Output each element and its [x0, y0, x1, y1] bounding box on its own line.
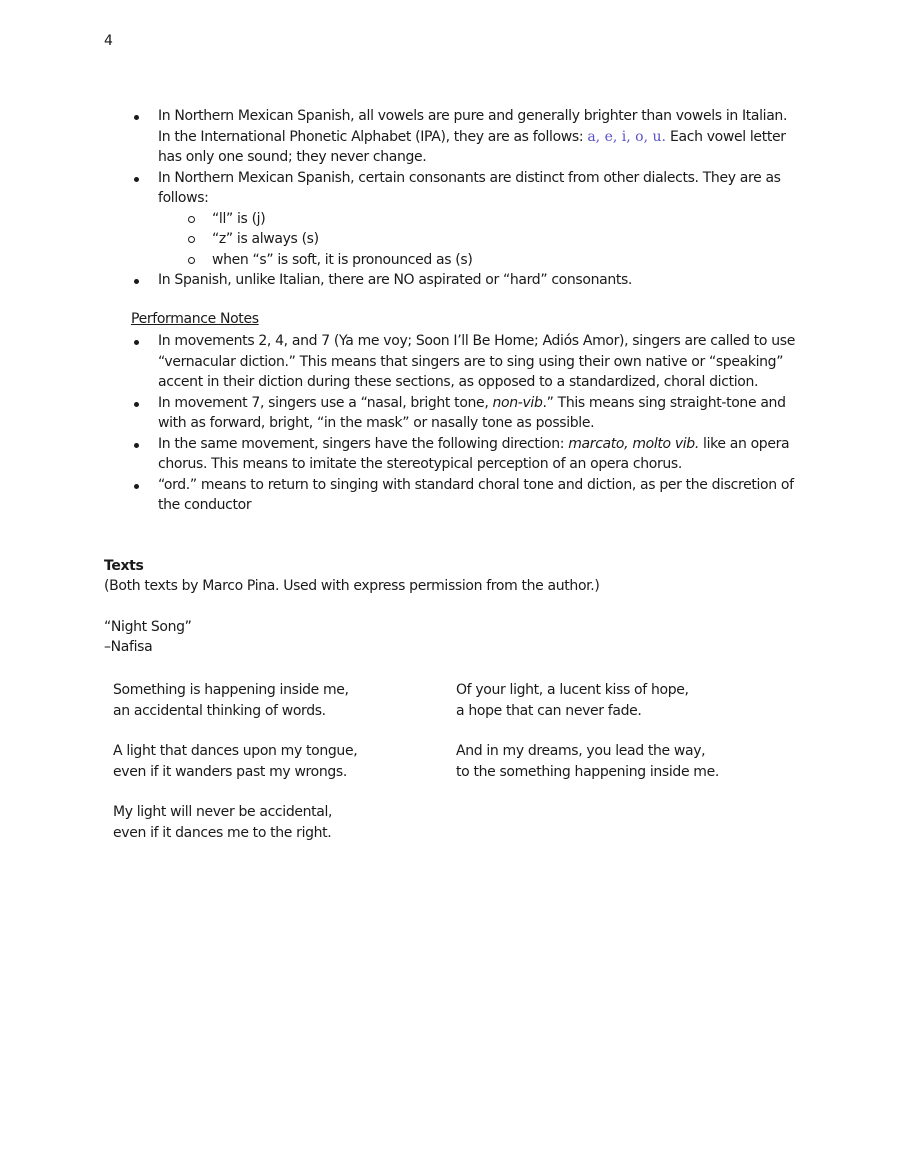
list-item — [158, 434, 798, 475]
list-item: In Spanish, unlike Italian, there are NO aspirated or “hard” consonants. — [158, 270, 798, 291]
performance-notes-heading: Performance Notes — [131, 311, 259, 327]
poem-line: even if it dances me to the right. — [113, 825, 332, 841]
list-item: “ord.” means to return to singing with standard choral tone and diction, as per the discretion of the conductor — [158, 475, 798, 516]
list-item — [158, 168, 798, 271]
poem-stanza — [113, 741, 357, 783]
poem-line: an accidental thinking of words. — [113, 703, 326, 719]
poem-line: even if it wanders past my wrongs. — [113, 764, 347, 780]
ipa-vowels: a, e, i, o, u. — [587, 128, 666, 145]
poem-line: And in my dreams, you lead the way, — [456, 743, 706, 759]
page-number: 4 — [104, 33, 113, 49]
sub-list-item: when “s” is soft, it is pronounced as (s) — [212, 250, 798, 271]
bullet-text: In Northern Mexican Spanish, certain consonants are distinct from other dialects. They are as follows: — [158, 169, 781, 206]
bullet-text: .” This means sing straight-tone and with as forward, bright, “in the mask” or nasally tone as possible. — [158, 394, 786, 431]
texts-heading: Texts — [104, 558, 144, 574]
performance-list — [158, 331, 798, 516]
poem-line: a hope that can never fade. — [456, 703, 642, 719]
bullet-text: In Northern Mexican Spanish, all vowels are pure and generally brighter than vowels in Italian. In the International Phonetic Alphabet (IPA), they are as follows: — [158, 108, 788, 145]
bullet-emphasis: non-vib — [492, 394, 543, 411]
sub-list-item: “z” is always (s) — [212, 229, 798, 250]
bullet-emphasis: marcato, molto vib. — [568, 435, 699, 452]
consonant-sublist — [158, 209, 798, 271]
poem-stanza — [113, 680, 349, 722]
list-item — [158, 393, 798, 434]
poem-stanza — [456, 680, 689, 722]
song-attribution: –Nafisa — [104, 639, 153, 655]
list-item: In movements 2, 4, and 7 (Ya me voy; Soon I’ll Be Home; Adiós Amor), singers are called to use “vernacular diction.” This means that singers are to sing using their own native or “speaking” accent in their diction during these sections, as opposed to a standardized, choral diction. — [158, 331, 798, 393]
list-item — [158, 106, 798, 168]
poem-line: Of your light, a lucent kiss of hope, — [456, 682, 689, 698]
poem-line: to the something happening inside me. — [456, 764, 719, 780]
poem-stanza — [113, 802, 332, 844]
poem-line: Something is happening inside me, — [113, 682, 349, 698]
song-title: “Night Song” — [104, 619, 192, 635]
bullet-text: Each vowel letter has only one sound; they never change. — [158, 128, 786, 165]
poem-line: A light that dances upon my tongue, — [113, 743, 358, 759]
diction-list — [158, 106, 798, 291]
bullet-text: like an opera chorus. This means to imitate the stereotypical perception of an opera chorus. — [158, 435, 790, 472]
bullet-text: In the same movement, singers have the following direction: — [158, 435, 569, 452]
poem-line: My light will never be accidental, — [113, 804, 333, 820]
texts-credit: (Both texts by Marco Pina. Used with express permission from the author.) — [104, 578, 600, 594]
sub-list-item: “ll” is (j) — [212, 209, 798, 230]
bullet-text: In movement 7, singers use a “nasal, bright tone, — [158, 394, 493, 411]
poem-stanza — [456, 741, 719, 783]
